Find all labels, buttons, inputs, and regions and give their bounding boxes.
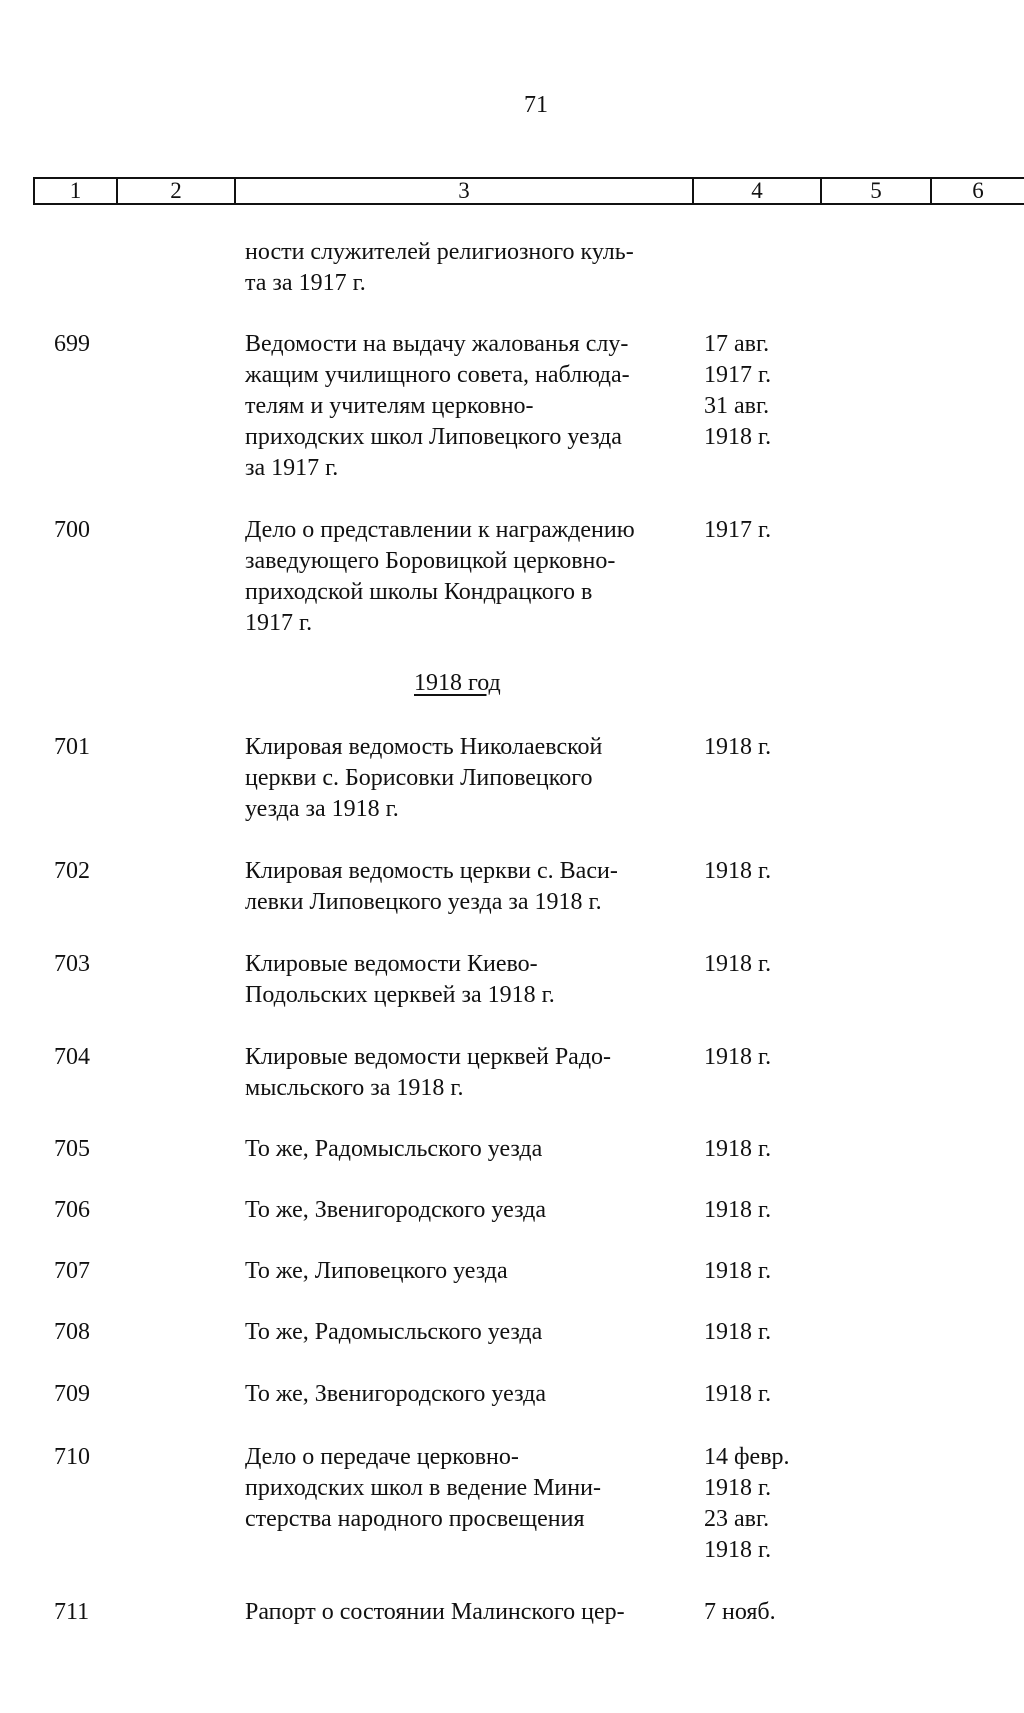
entry-number: 702 <box>54 858 90 884</box>
date-line: 1918 г. <box>704 734 772 760</box>
title-line: То же, Звенигородского уезда <box>245 1197 546 1223</box>
entry-title <box>245 1317 685 1348</box>
date-line: 1918 г. <box>704 1136 772 1162</box>
title-line: уезда за 1918 г. <box>245 796 399 822</box>
entry-dates <box>704 949 824 980</box>
title-line: приходских школ в ведение Мини- <box>245 1475 601 1501</box>
title-line: ности служителей религиозного куль- <box>245 239 634 265</box>
entry-title <box>245 1256 685 1287</box>
title-line: Рапорт о состоянии Малинского цер- <box>245 1599 625 1625</box>
column-header-5: 5 <box>822 179 932 203</box>
title-line: То же, Звенигородского уезда <box>245 1381 546 1407</box>
entry-dates <box>704 1442 824 1566</box>
title-line: 1917 г. <box>245 610 313 636</box>
date-line: 31 авг. <box>704 393 770 419</box>
date-line: 1918 г. <box>704 1044 772 1070</box>
entry-number: 703 <box>54 951 90 977</box>
entry-dates <box>704 1134 824 1165</box>
entry-title <box>245 1597 685 1628</box>
date-line: 17 авг. <box>704 331 770 357</box>
title-line: приходских школ Липовецкого уезда <box>245 424 622 450</box>
entry-dates <box>704 1597 824 1628</box>
entry-dates <box>704 856 824 887</box>
title-line: стерства народного просвещения <box>245 1506 585 1532</box>
date-line: 1918 г. <box>704 1197 772 1223</box>
date-line: 1918 г. <box>704 858 772 884</box>
entry-title <box>245 1379 685 1410</box>
title-line: Дело о передаче церковно- <box>245 1444 519 1470</box>
column-header-row <box>33 177 1024 205</box>
entry-title <box>245 1442 685 1535</box>
title-line: Дело о представлении к награждению <box>245 517 635 543</box>
date-line: 1917 г. <box>704 517 772 543</box>
entry-number: 699 <box>54 331 90 357</box>
title-line: То же, Липовецкого уезда <box>245 1258 508 1284</box>
entry-dates <box>704 1317 824 1348</box>
entry-title <box>245 732 685 825</box>
title-line: Клировые ведомости Киево- <box>245 951 538 977</box>
entry-title <box>245 1042 685 1104</box>
entry-dates <box>704 732 824 763</box>
title-line: та за 1917 г. <box>245 270 366 296</box>
entry-dates <box>704 1379 824 1410</box>
entry-title <box>245 329 685 484</box>
entry-dates <box>704 1195 824 1226</box>
entry-title <box>245 1195 685 1226</box>
entry-number: 704 <box>54 1044 90 1070</box>
title-line: Клировые ведомости церквей Радо- <box>245 1044 612 1070</box>
entry-number: 710 <box>54 1444 90 1470</box>
title-line: жащим училищного совета, наблюда- <box>245 362 630 388</box>
date-line: 1918 г. <box>704 1381 772 1407</box>
title-line: за 1917 г. <box>245 455 339 481</box>
title-line: Подольских церквей за 1918 г. <box>245 982 555 1008</box>
column-header-1: 1 <box>35 179 118 203</box>
entry-number: 700 <box>54 517 90 543</box>
title-line: Ведомости на выдачу жалованья слу- <box>245 331 629 357</box>
entry-title <box>245 1134 685 1165</box>
date-line: 1918 г. <box>704 1258 772 1284</box>
entry-number: 711 <box>54 1599 90 1625</box>
entry-number: 708 <box>54 1319 90 1345</box>
title-line: мысльского за 1918 г. <box>245 1075 464 1101</box>
entry-title <box>245 949 685 1011</box>
date-line: 1918 г. <box>704 1475 772 1501</box>
title-line: То же, Радомысльского уезда <box>245 1136 543 1162</box>
title-line: левки Липовецкого уезда за 1918 г. <box>245 889 602 915</box>
page-number: 71 <box>524 92 548 118</box>
title-line: То же, Радомысльского уезда <box>245 1319 543 1345</box>
section-heading-1918: 1918 год <box>414 670 501 696</box>
date-line: 14 февр. <box>704 1444 790 1470</box>
entry-number: 705 <box>54 1136 90 1162</box>
entry-title <box>245 237 685 299</box>
column-header-4: 4 <box>694 179 822 203</box>
column-header-6: 6 <box>972 178 984 203</box>
date-line: 1918 г. <box>704 424 772 450</box>
date-line: 23 авг. <box>704 1506 770 1532</box>
date-line: 1918 г. <box>704 1537 772 1563</box>
title-line: заведующего Боровицкой церковно- <box>245 548 616 574</box>
date-line: 1918 г. <box>704 1319 772 1345</box>
entry-title <box>245 515 685 639</box>
date-line: 7 нояб. <box>704 1599 776 1625</box>
title-line: церкви с. Борисовки Липовецкого <box>245 765 593 791</box>
column-header-3: 3 <box>236 179 694 203</box>
date-line: 1917 г. <box>704 362 772 388</box>
title-line: телям и учителям церковно- <box>245 393 534 419</box>
entry-number: 707 <box>54 1258 90 1284</box>
column-header-2: 2 <box>118 179 236 203</box>
title-line: приходской школы Кондрацкого в <box>245 579 593 605</box>
entry-number: 701 <box>54 734 90 760</box>
entry-number: 706 <box>54 1197 90 1223</box>
entry-dates <box>704 329 824 453</box>
title-line: Клировая ведомость церкви с. Васи- <box>245 858 618 884</box>
entry-dates <box>704 1042 824 1073</box>
entry-number: 709 <box>54 1381 90 1407</box>
entry-dates <box>704 1256 824 1287</box>
title-line: Клировая ведомость Николаевской <box>245 734 603 760</box>
date-line: 1918 г. <box>704 951 772 977</box>
entry-title <box>245 856 685 918</box>
entry-dates <box>704 515 824 546</box>
